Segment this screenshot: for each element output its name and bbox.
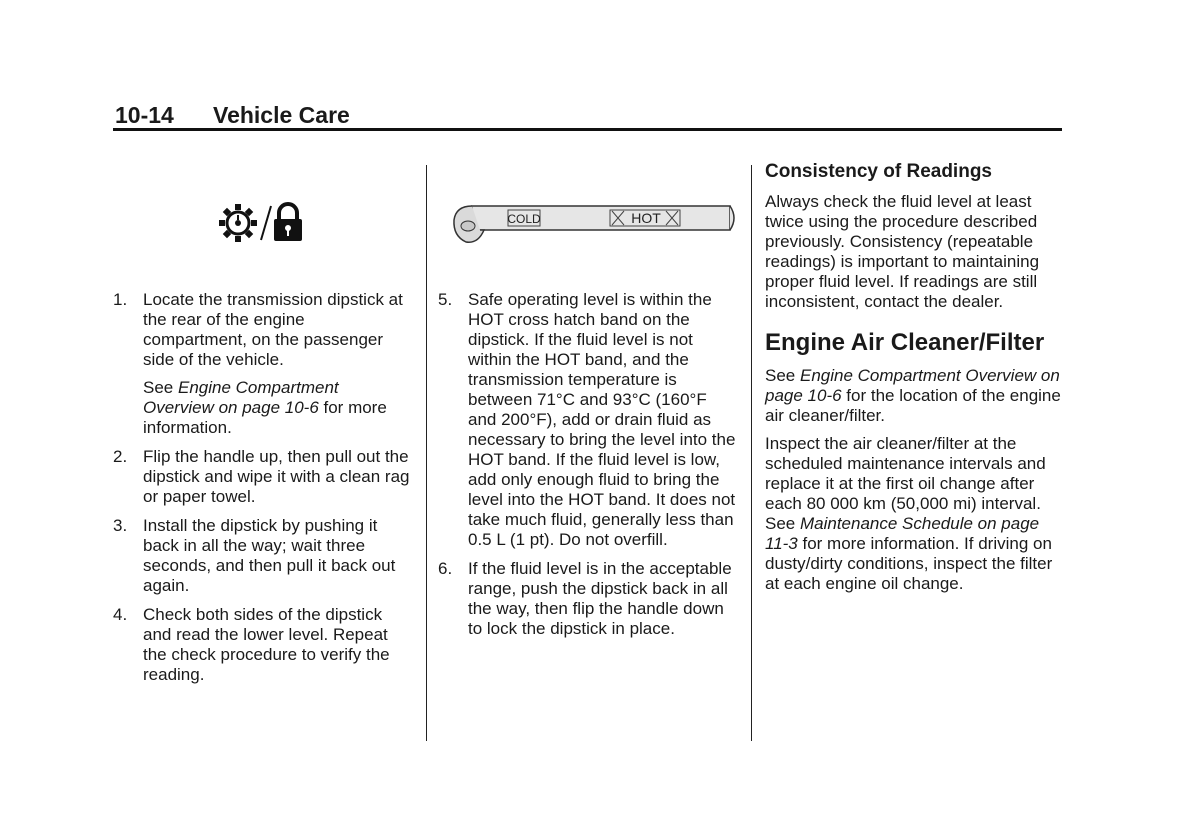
column-3: [765, 160, 1065, 602]
list-item: 6. If the fluid level is in the acceptable range, push the dipstick back in all the way, then flip the handle down to lock the dipstick in place.: [438, 559, 732, 638]
list-item: 4. Check both sides of the dipstick and read the lower level. Repeat the check procedure to verify the reading.: [113, 605, 390, 684]
consistency-heading: Consistency of Readings: [765, 161, 992, 182]
column-2: [438, 160, 738, 648]
lock-icon: [274, 204, 302, 241]
dipstick-hot-label: HOT: [631, 210, 661, 226]
engine-compartment-link[interactable]: Engine Compartment Overview on page 10-6: [143, 378, 339, 417]
consistency-text: Always check the fluid level at least twice using the procedure described previously. Consistency (repeatable readings) is important to maintaining proper fluid level. If readings are still inconsistent, contact the dealer.: [765, 192, 1040, 311]
section-title: Vehicle Care: [213, 102, 350, 128]
air-filter-inspect-text: Inspect the air cleaner/filter at the scheduled maintenance intervals and replace it at the first oil change after each 80 000 km (50,000 mi) interval. See Maintenance Schedule on page 11-3 for more information. If driving on dusty/dirty conditions, inspect the filter at each engine oil change.: [765, 434, 1053, 593]
page-number: 10-14: [115, 102, 174, 128]
column-divider-2: [751, 165, 752, 741]
air-filter-location-text: See Engine Compartment Overview on page 10-6 for the location of the engine air cleaner/filter.: [765, 366, 1061, 425]
service-lock-icons: [113, 160, 413, 290]
header-rule: [113, 128, 1062, 131]
list-item: 5. Safe operating level is within the HOT cross hatch band on the dipstick. If the fluid level is not within the HOT band, and the transmission temperature is between 71°C and 93°C (160°F and 200°F), add or drain fluid as necessary to bring the level into the HOT band. If the fluid level is low, add only enough fluid to bring the level into the HOT band. It does not take much fluid, generally less than 0.5 L (1 pt). Do not overfill.: [438, 290, 736, 549]
steps-list-2: [438, 290, 738, 639]
list-item: 2. Flip the handle up, then pull out the dipstick and wipe it with a clean rag or paper towel.: [113, 447, 410, 506]
list-item: 3. Install the dipstick by pushing it back in all the way; wait three seconds, and then pull it back out again.: [113, 516, 396, 595]
dipstick-illustration: [438, 160, 738, 290]
steps-list-1: [113, 290, 413, 685]
air-filter-heading: Engine Air Cleaner/Filter: [765, 329, 1045, 356]
engine-compartment-link[interactable]: Engine Compartment Overview on page 10-6: [765, 366, 1060, 405]
column-1: [113, 160, 413, 694]
gear-service-icon: [217, 200, 307, 246]
cross-reference: See Engine Compartment Overview on page 10-6 for more information.: [143, 378, 387, 437]
column-divider-1: [426, 165, 427, 741]
maintenance-schedule-link[interactable]: Maintenance Schedule on page 11-3: [765, 514, 1040, 553]
list-item: 1. Locate the transmission dipstick at the rear of the engine compartment, on the passenger side of the vehicle. See Engine Compartment Overview on page 10-6 for more information.: [113, 290, 413, 438]
dipstick-cold-label: COLD: [507, 212, 541, 226]
